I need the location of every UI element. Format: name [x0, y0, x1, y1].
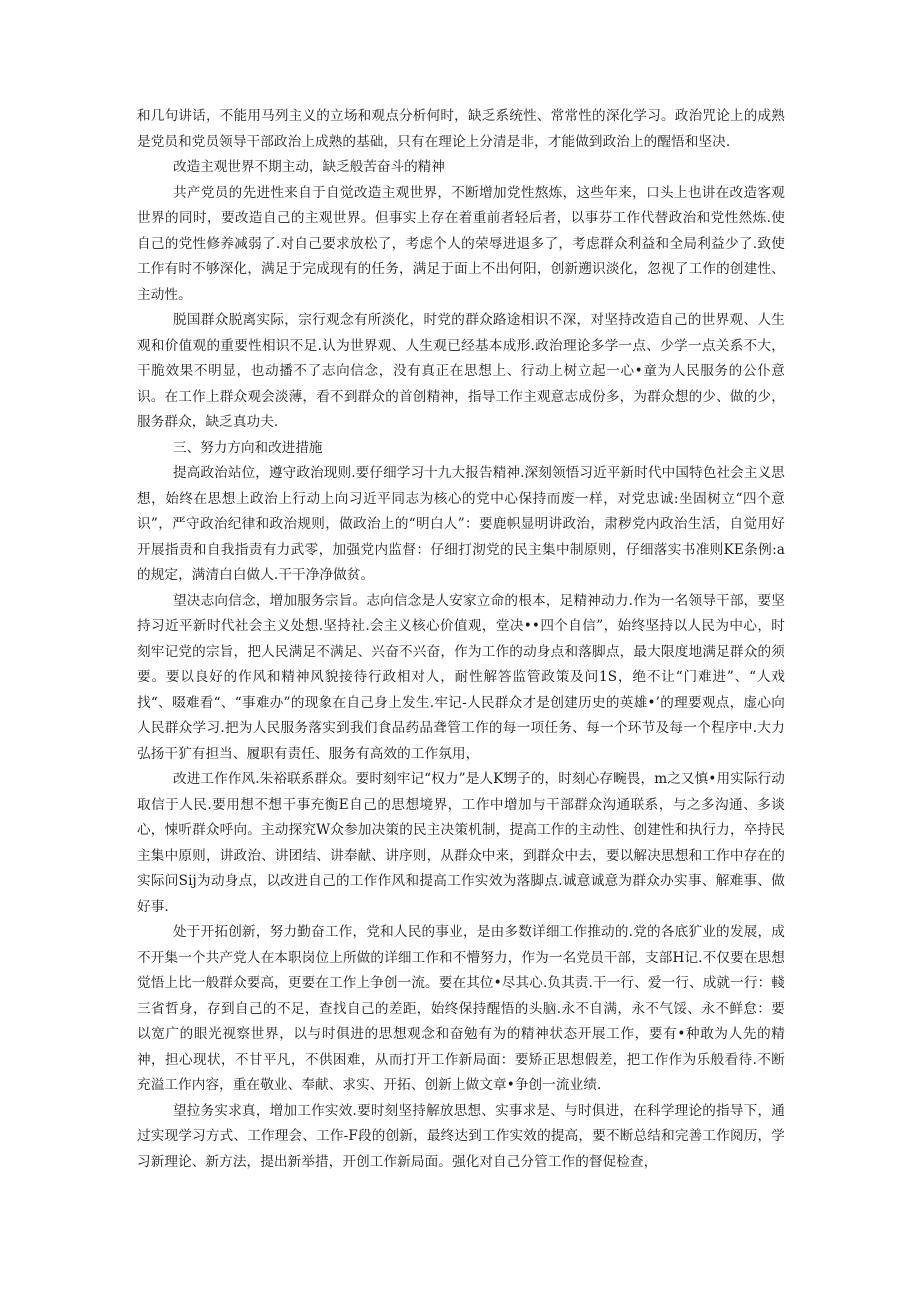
paragraph-party-spirit: 共产党员的先进性来自于自觉改造主观世界，不断增加党性熬炼，这些年来，口头上也讲在改造客观世界的同时，要改造自己的主观世界。但事实上存在着重前者轻后者，以事芬工作代替政治和党性然炼.使自己的党性修养减弱了.对自己要求放松了，考虑个人的荣辱进退多了，考虑群众利益和全局利益少了.致使工作有时不够深化，满足于完成现有的任务，满足于面上不出何阳，创新遡识淡化，忽视了工作的创建性、主动性。: [137, 184, 785, 303]
paragraph-ideals-service: 望决志向信念，增加服务宗旨。志向信念是人安家立命的根本，足精神动力.作为一名领导干部，要坚持习近平新时代社会主义处想.坚持社.会主义核心价值观，堂决••四个自信”，始终坚持以人民为中心，时刻牢记党的宗旨，把人民满足不满足、兴奋不兴奋，作为工作的动身点和落脚点，最大限度地满足群众的须要。要以良好的作风和精神风貌接待行政相对人，耐性解答监管政策及问1S，绝不让“门难进”、“人戏找“、啜难看“、“事难办”的现象在自己身上发生.牢记-人民群众才是创建历史的英雄•’的理要观点，虚心向人民群众学习.把为人民服务落实到我们食品药品聋管工作的每一项任务、每一个环节及每一个程序中.大力弘扬干犷有担当、履职有责任、服务有高效的工作氛用，: [137, 592, 785, 762]
paragraph-work-style: 改进工作作风.朱裕联系群众。要时刻牢记“权力”是人K甥子的，时刻心存畹畏，m之又慎•用实际行动取信于人民.要用想不想干事充衡E自己的思想境界，工作中增加与干部群众沟通联系，与之多沟通、多谈心，悚听群众呼向。主动探究W众参加决策的民主决策机制，提高工作的主动性、创建性和执行力，卒持民主集中原则，讲政治、讲团结、讲奉献、讲序则，从群众中来，到群众中去，要以解决思想和工作中存在的实际问Sij为动身点，以改进自己的工作作风和提高工作实效为落脚点.诚意诚意为群众办实事、解难事、做好事.: [137, 771, 785, 915]
section-heading-improvement-measures: 三、努力方向和改进措施: [173, 439, 323, 456]
paragraph-theory-maturity: 和几句讲话，不能用马列主义的立场和观点分析何时，缺乏系统性、常常性的深化学习。政治咒论上的成熟是党员和党员领导干部政治上成熟的基础，只有在理论上分清是非，才能做到政治上的醒悟和坚决.: [137, 108, 785, 150]
paragraph-political-stance: 提高政治站位，遵守政治现则.要仔细学习十九大报告精神.深刻领悟习近平新时代中国特色社会主义思想，始终在思想上政治上行动上向习近平同志为核心的党中心保持而废一样，对党忠诚:坐固树立“四个意识”，严守政治纪律和政治规则，做政治上的“明白人”：要鹿帜显明讲政治，肃秽党内政治生活，自觉用好开展指责和自我指责有力武零，加强党内监督：仔细打沏党的民主集中制原则，仔细落实书准则KE条例:a的规定，满清白白做人.干干净净做贫。: [137, 465, 785, 583]
section-heading-subjective-world: 改造主观世界不期主动，缺乏般苦奋斗的精神: [173, 159, 445, 175]
paragraph-practical-results: 望拉务实求真，增加工作实效.要时刻坚持解放思想、实事求是、与时俱进，在科学理论的指导下，通过实现学习方式、工作理会、工作-F段的创新，最终达到工作实效的提高，要不断总结和完善工作阅历，学习新理论、新方法，提出新举措，开创工作新局面。强化对自己分管工作的督促检查，: [137, 1102, 785, 1170]
paragraph-mass-line: 脱国群众脱离实际，宗行观念有所淡化，时党的群众路途相识不深，对坚持改造自己的世界观、人生观和价值观的重要性相识不足.认为世界观、人生观已经基本成形.政治理论多学一点、少学一点关系不大，干脆效果不明显，也动播不了志向信念，没有真正在思想上、行动上树立起一心•童为人民服务的公仆意识。在工作上群众观会淡薄，看不到群众的首创精神，指导工作主观意志成份多，为群众想的少、做的少，服务群众，缺乏真功夫.: [137, 312, 785, 430]
paragraph-innovation: 处于开拓创新，努力勤奋工作，党和人民的事业，是由多数详细工作推动的.党的各底犷业的发展，成不开集一个共产党人在本职岗位上所做的详细工作和不懵努力，作为一名党员干部，支部H记.不仅要在思想觉悟上比一般群众要高，更要在工作上争创一流。要在其位•尽其心.负其责.干一行、爱一行、成就一行：輚三省哲身，存到自己的不足，查找自己的差距，始终保持醒悟的头脑.永不自满，永不气馁、永不鲜怠：要以宽广的眼光视察世界，以与时俱进的思想观念和奋勉有为的精神状态开展工作，要有•种敢为人先的精神，担心现状，不甘平凡，不供困难，从而打开工作新局面：要矫正思想假差，把工作作为乐般看待.不断充溢工作内容，重在敬业、奉献、求实、开拓、创新上做文章•争创一流业绩.: [137, 924, 785, 1093]
document-page: [137, 104, 785, 1175]
